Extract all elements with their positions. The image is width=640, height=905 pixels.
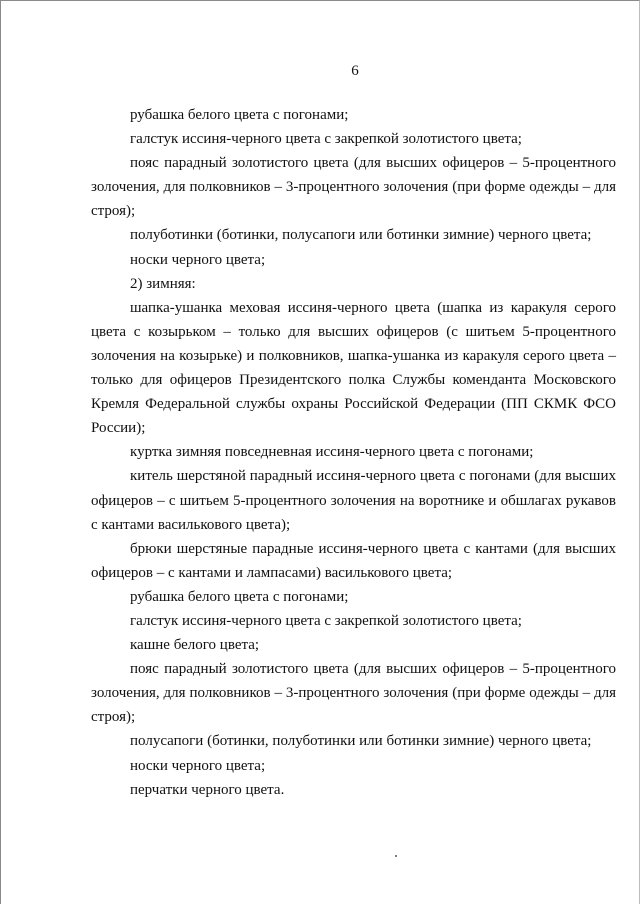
scan-speck — [395, 855, 397, 857]
paragraph-tie: галстук иссиня-черного цвета с закрепкой золотистого цвета; — [130, 131, 522, 148]
paragraph-winter-heading: 2) зимняя: — [130, 275, 196, 292]
paragraph-socks-winter: носки черного цвета; — [130, 757, 266, 774]
paragraph-socks: носки черного цвета; — [130, 251, 266, 268]
paragraph-tie-winter: галстук иссиня-черного цвета с закрепкой золотистого цвета; — [130, 612, 522, 629]
paragraph-jacket: куртка зимняя повседневная иссиня-черного цвета с погонами; — [130, 444, 534, 461]
paragraph-belt: пояс парадный золотистого цвета (для высших офицеров – 5-процентного золочения, для полковников – 3-процентного золочения (при форме одежды – для строя); — [91, 155, 616, 220]
page-number: 6 — [351, 63, 359, 79]
paragraph-boots: полусапоги (ботинки, полуботинки или ботинки зимние) черного цвета; — [130, 733, 592, 750]
document-body — [91, 103, 616, 802]
paragraph-shirt-winter: рубашка белого цвета с погонами; — [130, 588, 349, 605]
paragraph-scarf: кашне белого цвета; — [130, 637, 260, 654]
paragraph-gloves: перчатки черного цвета. — [130, 781, 285, 798]
paragraph-shoes: полуботинки (ботинки, полусапоги или ботинки зимние) черного цвета; — [130, 227, 592, 244]
paragraph-hat: шапка-ушанка меховая иссиня-черного цвета (шапка из каракуля серого цвета с козырьком – только для высших офицеров (с шитьем 5-процентного золочения на козырьке) и полковников, шапка-ушанка из каракуля серого цвета – только для офицеров Президентского полка Службы коменданта Московского Кремля Федеральной службы охраны Российской Федерации (ПП СКМК ФСО России); — [91, 299, 616, 437]
paragraph-trousers: брюки шерстяные парадные иссиня-черного цвета с кантами (для высших офицеров – с кантами и лампасами) василькового цвета; — [91, 540, 616, 581]
paragraph-shirt: рубашка белого цвета с погонами; — [130, 107, 349, 123]
paragraph-tunic: китель шерстяной парадный иссиня-черного цвета с погонами (для высших офицеров – с шитьем 5-процентного золочения на воротнике и обшлагах рукавов с кантами василькового цвета); — [91, 468, 616, 533]
paragraph-belt-winter: пояс парадный золотистого цвета (для высших офицеров – 5-процентного золочения, для полковников – 3-процентного золочения (при форме одежды – для строя); — [91, 661, 616, 726]
